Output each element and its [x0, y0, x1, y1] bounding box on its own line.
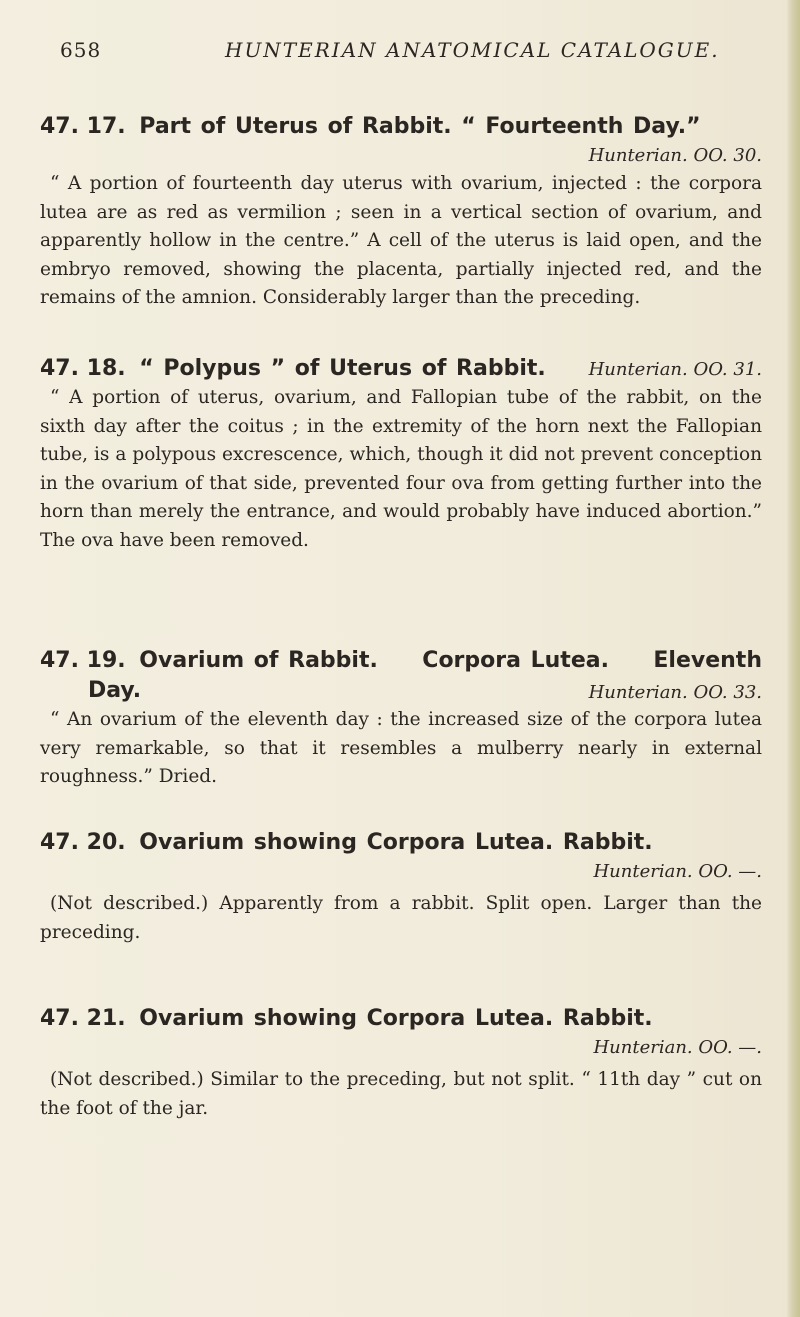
entry-reference: Hunterian. OO. 33. [588, 682, 762, 703]
entry-title: Part of Uterus of Rabbit. “ Fourteenth Day.” [139, 114, 701, 139]
page-edge [786, 0, 800, 1317]
entry-reference: Hunterian. OO. 30. [588, 145, 762, 166]
catalogue-entry [40, 828, 762, 947]
entry-number: 47. 21. [40, 1006, 126, 1031]
catalogue-entry [40, 112, 762, 313]
entry-title-part: Eleventh [653, 648, 762, 673]
entry-reference: Hunterian. OO. —. [593, 1037, 762, 1058]
entry-number: 47. 18. [40, 356, 126, 381]
entry-heading [40, 354, 762, 384]
catalogue-entry [40, 354, 762, 555]
entry-reference: Hunterian. OO. 31. [588, 359, 762, 380]
entry-title: Ovarium of Rabbit. [139, 648, 378, 673]
entry-number: 47. 19. [40, 648, 126, 673]
entry-title-part: Corpora Lutea. [422, 648, 609, 673]
entry-reference: Hunterian. OO. —. [593, 861, 762, 882]
entry-number: 47. 17. [40, 114, 126, 139]
entry-title-part: Day. [88, 678, 142, 703]
entry-heading [40, 1004, 762, 1034]
entry-description: “ A portion of fourteenth day uterus with ovarium, injected : the corpora lutea are as red as vermilion ; seen in a vertical section of ovarium, and apparently hollow in the centre.” A cell of the uterus is laid open, and the embryo removed, showing the placenta, partially injected red, and the remains of the amnion. Considerably larger than the preceding. [40, 173, 762, 308]
entry-heading [40, 646, 762, 676]
catalogue-entry [40, 646, 762, 792]
page-number: 658 [60, 38, 102, 62]
entry-description: “ A portion of uterus, ovarium, and Fallopian tube of the rabbit, on the sixth day after the coitus ; in the extremity of the horn next the Fallopian tube, is a polypous excrescence, which, though it did not prevent conception in the ovarium of that side, prevented four ova from getting further into the horn than merely the entrance, and would probably have induced abortion.” The ova have been removed. [40, 387, 762, 551]
entry-description: (Not described.) Similar to the preceding, but not split. “ 11th day ” cut on the foot of the jar. [40, 1069, 762, 1119]
entry-title: Ovarium showing Corpora Lutea. Rabbit. [139, 830, 653, 855]
entry-heading-continuation [40, 676, 762, 706]
entry-title: “ Polypus ” of Uterus of Rabbit. [139, 356, 546, 381]
entry-heading [40, 112, 762, 142]
catalogue-entry [40, 1004, 762, 1123]
entry-number: 47. 20. [40, 830, 126, 855]
entry-heading [40, 828, 762, 858]
entry-description: (Not described.) Apparently from a rabbit. Split open. Larger than the preceding. [40, 893, 762, 943]
entry-description: “ An ovarium of the eleventh day : the increased size of the corpora lutea very remarkable, so that it resembles a mulberry nearly in external roughness.” Dried. [40, 709, 762, 787]
entry-title: Ovarium showing Corpora Lutea. Rabbit. [139, 1006, 653, 1031]
running-head-title: HUNTERIAN ANATOMICAL CATALOGUE. [225, 38, 720, 62]
